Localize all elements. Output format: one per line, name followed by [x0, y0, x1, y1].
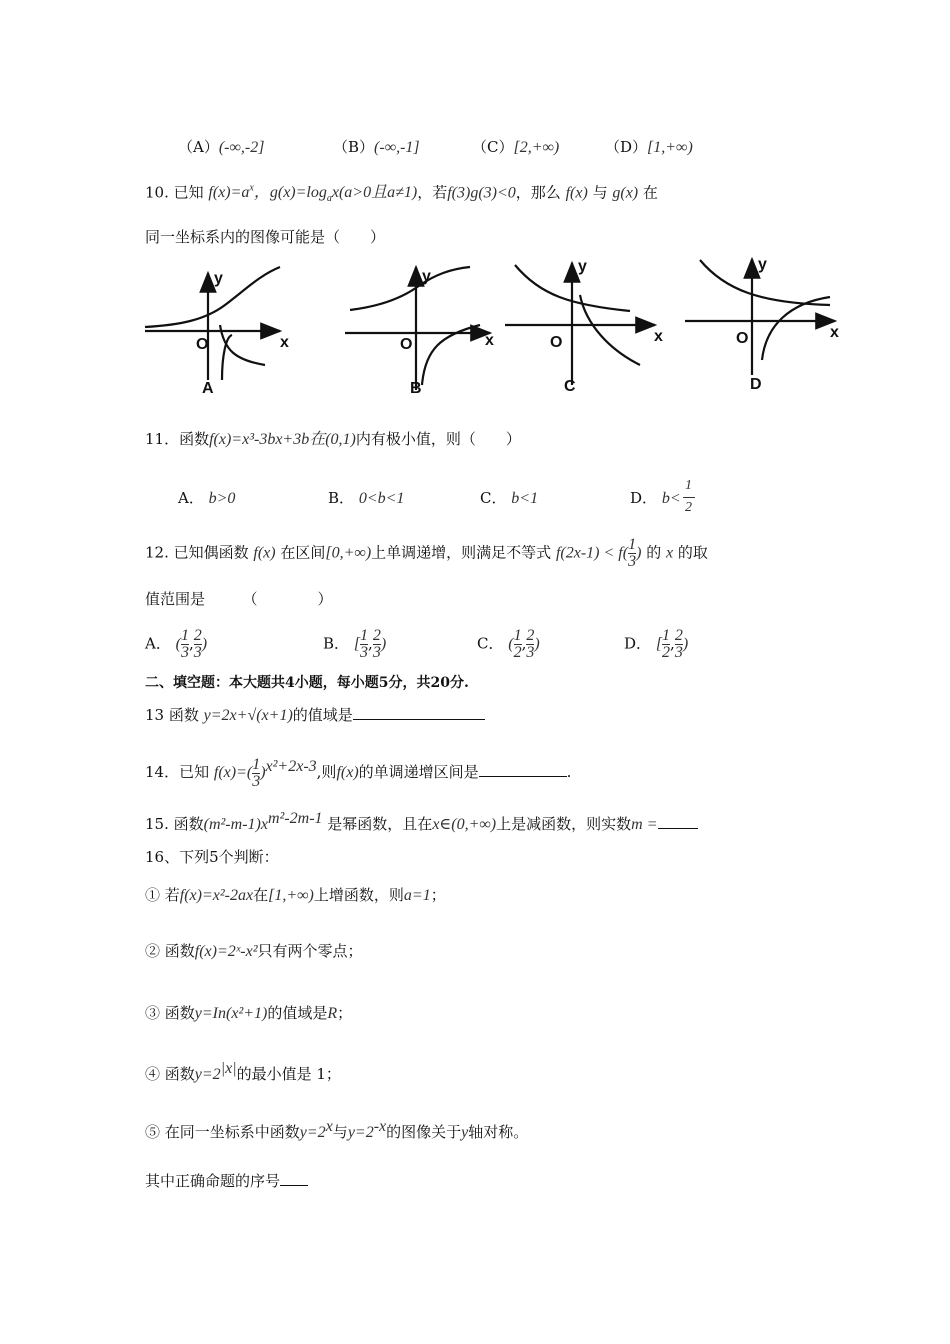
- q16-i3-expr: y=In(x²+1): [194, 1005, 268, 1022]
- q12-ineq-close: ): [636, 544, 642, 562]
- q16-i1-end: ；: [430, 886, 446, 904]
- q16-i1-int: [1,+∞): [268, 887, 314, 904]
- q12-option-c-label: C．: [477, 634, 504, 653]
- q12-d-frac1: [662, 628, 670, 661]
- graph-d-origin: O: [736, 330, 749, 347]
- q9-option-b-label: （B）: [333, 138, 375, 156]
- q9-option-a: [178, 136, 264, 157]
- q10-f-sup: x: [249, 183, 254, 194]
- graph-d-x: x: [830, 324, 839, 341]
- q15-sup: m²-2m-1: [267, 810, 323, 827]
- q16-i3-prefix: ③ 函数: [145, 1004, 195, 1022]
- q10-fx: f(x): [565, 184, 588, 202]
- q12-b-close: ): [380, 635, 387, 653]
- q12-option-a: A． ( $\frac{1}{3}$ , $\frac{2}{3}$ ): [145, 627, 208, 661]
- q16-item2: [145, 940, 363, 963]
- q15-m: m =: [631, 816, 658, 833]
- q16-i3-suffix: 的值域是: [267, 1004, 328, 1022]
- q9-option-d-label: （D）: [605, 138, 648, 156]
- q12-num: 1: [628, 536, 637, 553]
- q9-option-c: [472, 136, 559, 157]
- graph-d-y: y: [758, 256, 767, 273]
- graph-a: [145, 267, 280, 380]
- q15-cond: x∈(0,+∞): [432, 816, 497, 833]
- q12-option-d: D． [ $\frac{1}{2}$ , $\frac{2}{3}$ ): [624, 627, 689, 661]
- q15-mid: 是幂函数，且在: [327, 815, 433, 833]
- q14-answer-blank[interactable]: [479, 762, 567, 777]
- q16-i5-and: 与: [332, 1123, 348, 1141]
- q13-answer-blank[interactable]: [353, 705, 485, 720]
- q11-d-num: 1: [685, 478, 692, 493]
- q11-option-d-value: b<: [661, 490, 681, 507]
- graph-c-y: y: [578, 258, 587, 275]
- q12-b-d2: 3: [372, 644, 381, 661]
- q16-final-text: 其中正确命题的序号: [145, 1172, 281, 1190]
- q14-fraction: [252, 757, 260, 790]
- q10-line1: [145, 178, 658, 211]
- q16-final: [145, 1170, 308, 1192]
- q16-i5-suffix: 的图像关于: [386, 1123, 462, 1141]
- graph-b-label: B: [410, 380, 422, 395]
- q12-option-b-label: B．: [323, 634, 350, 653]
- q10-prefix: 10. 已知: [145, 183, 204, 202]
- graph-c-origin: O: [550, 334, 563, 351]
- q12-p2: 在区间: [280, 543, 326, 562]
- graph-a-x: x: [280, 334, 289, 351]
- q14-expr-b: ): [260, 764, 266, 781]
- graph-d: [685, 259, 835, 375]
- q12-x: x: [665, 544, 674, 562]
- q12-option-d-label: D．: [624, 634, 652, 653]
- q16-i5-y: y: [461, 1124, 469, 1141]
- graph-a-label: A: [202, 380, 214, 395]
- q10-cond: f(3)g(3)<0: [447, 184, 516, 202]
- q13-expr: y=2x+√(x+1): [203, 707, 293, 724]
- q9-option-c-label: （C）: [472, 138, 514, 156]
- q14-suffix: 的单调递增区间是: [358, 763, 479, 781]
- q10-f: [208, 184, 253, 201]
- graph-a-y: y: [214, 270, 223, 287]
- q11-option-b: [328, 487, 404, 508]
- q16-i2-suffix: 只有两个零点；: [257, 942, 363, 960]
- q16-i5-s2: -x: [373, 1118, 387, 1135]
- q12-line1: [145, 537, 708, 570]
- q16-i4-suffix: 的最小值是 1；: [236, 1065, 341, 1083]
- graph-b-x: x: [485, 332, 494, 349]
- q15-line: [145, 808, 698, 836]
- q16-i1-prefix: ① 若: [145, 886, 180, 904]
- q16-item3: [145, 1002, 352, 1025]
- q12-p3: 上单调递增，则满足不等式: [371, 543, 552, 562]
- q14-num: 1: [252, 755, 261, 773]
- q12-option-c: C． ( $\frac{1}{2}$ , $\frac{2}{3}$ ): [477, 627, 540, 661]
- q14-end: .: [566, 763, 572, 781]
- q9-option-a-label: （A）: [178, 138, 219, 156]
- q12-b-open: [: [353, 635, 361, 653]
- q12-a-n1: 1: [180, 627, 189, 644]
- q16-i1-res: a=1: [403, 887, 431, 904]
- q16-i2-expr: f(x)=2ˣ-x²: [194, 943, 258, 960]
- q12-fraction: [628, 537, 636, 570]
- q16-i5-s1: x: [325, 1118, 333, 1135]
- q15-prefix: 15. 函数: [145, 815, 204, 833]
- q11-suffix: 内有极小值，则（ ）: [355, 430, 521, 448]
- q11-line: [145, 428, 521, 451]
- q11-option-b-label: B．: [328, 489, 355, 507]
- graph-c-x: x: [654, 328, 663, 345]
- q12-b-n2: 2: [372, 627, 381, 644]
- q9-option-c-value: [2,+∞): [513, 139, 560, 156]
- graph-b: [345, 267, 490, 390]
- q11-option-a-label: A．: [178, 489, 204, 507]
- q16-i1-mid: 在: [253, 886, 269, 904]
- q16-i5-end: 轴对称。: [468, 1123, 529, 1141]
- q12-interval: [0,+∞): [325, 544, 372, 562]
- q12-a-open: (: [175, 635, 181, 653]
- q12-d-d2: 3: [674, 644, 683, 661]
- q16-item5: [145, 1116, 528, 1144]
- q10-and: 与: [592, 183, 608, 202]
- q16-item1: [145, 884, 446, 907]
- q16-i4-sup: |x|: [220, 1060, 237, 1077]
- q12-a-d2: 3: [193, 644, 202, 661]
- q12-p4: 的: [646, 543, 662, 562]
- q13-suffix: 的值域是: [292, 706, 353, 724]
- q11-option-b-value: 0<b<1: [358, 490, 405, 507]
- q10-cond-prefix: ，若: [417, 183, 448, 202]
- q12-d-n1: 1: [662, 627, 671, 644]
- q16-i2-prefix: ② 函数: [145, 942, 195, 960]
- q16-i3-R: R: [327, 1005, 338, 1022]
- q10-gx: g(x): [612, 184, 639, 202]
- q14-den: 3: [252, 772, 261, 790]
- q12-a-close: ): [201, 635, 208, 653]
- q12-ineq: f(2x-1) < f(: [555, 544, 629, 562]
- q15-suffix: 上是减函数，则实数: [496, 815, 632, 833]
- q12-c-d2: 3: [526, 644, 535, 661]
- q16-i1-mid2: 上增函数，则: [313, 886, 404, 904]
- q12-b-frac2: [373, 628, 381, 661]
- section2-heading: 二、填空题：本大题共4小题，每小题5分，共20分.: [145, 675, 469, 691]
- graph-c: [505, 263, 655, 385]
- q14-mid: ,则: [316, 763, 337, 781]
- q13-prefix: 13 函数: [145, 706, 199, 724]
- q12-d-d1: 2: [662, 644, 671, 661]
- q10-then: ，那么: [515, 183, 561, 202]
- q16-i5-e2: y=2: [347, 1124, 374, 1141]
- q11-option-c-label: C．: [480, 489, 507, 507]
- q14-fx: f(x): [336, 764, 359, 781]
- q12-den: 3: [628, 553, 637, 570]
- q10-in: 在: [642, 183, 658, 202]
- q12-d-close: ): [682, 635, 689, 653]
- graph-b-origin: O: [400, 336, 413, 353]
- q10-g-sub: a: [326, 193, 332, 205]
- q10-graphs: [140, 255, 840, 395]
- q16-i3-end: ；: [337, 1004, 353, 1022]
- q12-a-frac1: [181, 628, 189, 661]
- q12-c-d1: 2: [513, 644, 522, 661]
- q9-option-d: [605, 136, 693, 157]
- q12-d-open: [: [655, 635, 663, 653]
- q11-option-a-value: b>0: [208, 490, 236, 507]
- q10-f-text: f(x)=a: [208, 184, 250, 202]
- q13-line: [145, 704, 485, 727]
- q10-g: [253, 184, 418, 205]
- q11-d-fraction-bar: [683, 497, 695, 498]
- q11-option-d: [630, 487, 681, 508]
- q12-a-frac2: [194, 628, 202, 661]
- q12-a-n2: 2: [193, 627, 202, 644]
- q12-b-n1: 1: [360, 627, 369, 644]
- q11-prefix: 11．函数: [145, 430, 210, 448]
- q11-option-c-value: b<1: [511, 490, 539, 507]
- q12-c-n2: 2: [526, 627, 535, 644]
- q12-b-d1: 3: [360, 644, 369, 661]
- q14-sup: x²+2x-3: [265, 758, 317, 775]
- q12-d-frac2: [675, 628, 683, 661]
- q10-line2: 同一坐标系内的图像可能是（ ）: [145, 228, 386, 246]
- q10-g-rest: x(a>0且a≠1): [331, 184, 418, 202]
- q14-prefix: 14．已知: [145, 763, 210, 781]
- q12-c-n1: 1: [513, 627, 522, 644]
- q12-option-a-label: A．: [145, 634, 171, 653]
- q16-item4: [145, 1058, 341, 1086]
- graph-c-label: C: [564, 378, 576, 395]
- graph-b-y: y: [422, 268, 431, 285]
- q10-g-text: ，g(x)=log: [253, 184, 327, 202]
- q14-expr-a: f(x)=(: [213, 764, 253, 781]
- q16-i5-prefix: ⑤ 在同一坐标系中函数: [145, 1123, 300, 1141]
- q9-option-b-value: (-∞,-1]: [374, 139, 420, 156]
- q12-a-d1: 3: [180, 644, 189, 661]
- q12-d-n2: 2: [674, 627, 683, 644]
- q15-expr: (m²-m-1)x: [203, 816, 268, 833]
- q12-fx: f(x): [253, 544, 276, 562]
- q16-i5-e1: y=2: [299, 1124, 326, 1141]
- q16-i1-expr: f(x)=x²-2ax: [179, 887, 254, 904]
- q11-d-den: 2: [685, 500, 692, 515]
- q16-title: 16、下列5个判断：: [145, 848, 279, 866]
- q11-expr: f(x)=x³-3bx+3b在(0,1): [209, 431, 356, 448]
- q16-answer-blank[interactable]: [280, 1171, 308, 1186]
- q12-c-frac1: [514, 628, 522, 661]
- q12-b-frac1: [360, 628, 368, 661]
- q14-line: [145, 756, 571, 790]
- q12-option-b: B． [ $\frac{1}{3}$ , $\frac{2}{3}$ ): [323, 627, 387, 661]
- q12-line2: 值范围是 （ ）: [145, 590, 333, 608]
- q12-p1: 12. 已知偶函数: [145, 543, 249, 562]
- q9-option-a-value: (-∞,-2]: [218, 139, 265, 156]
- q9-option-b: [333, 136, 420, 157]
- q15-answer-blank[interactable]: [658, 814, 698, 829]
- q12-p5: 的取: [677, 543, 708, 562]
- q16-i4-prefix: ④ 函数: [145, 1065, 195, 1083]
- q9-option-d-value: [1,+∞): [647, 139, 693, 156]
- q16-i4-expr: y=2: [194, 1066, 221, 1083]
- q12-c-open: (: [508, 635, 514, 653]
- q11-option-d-label: D．: [630, 489, 658, 507]
- graph-a-origin: O: [196, 336, 209, 353]
- graph-d-label: D: [750, 376, 762, 393]
- q12-c-close: ): [534, 635, 540, 653]
- q11-option-c: [480, 487, 538, 508]
- q11-option-a: [178, 487, 235, 508]
